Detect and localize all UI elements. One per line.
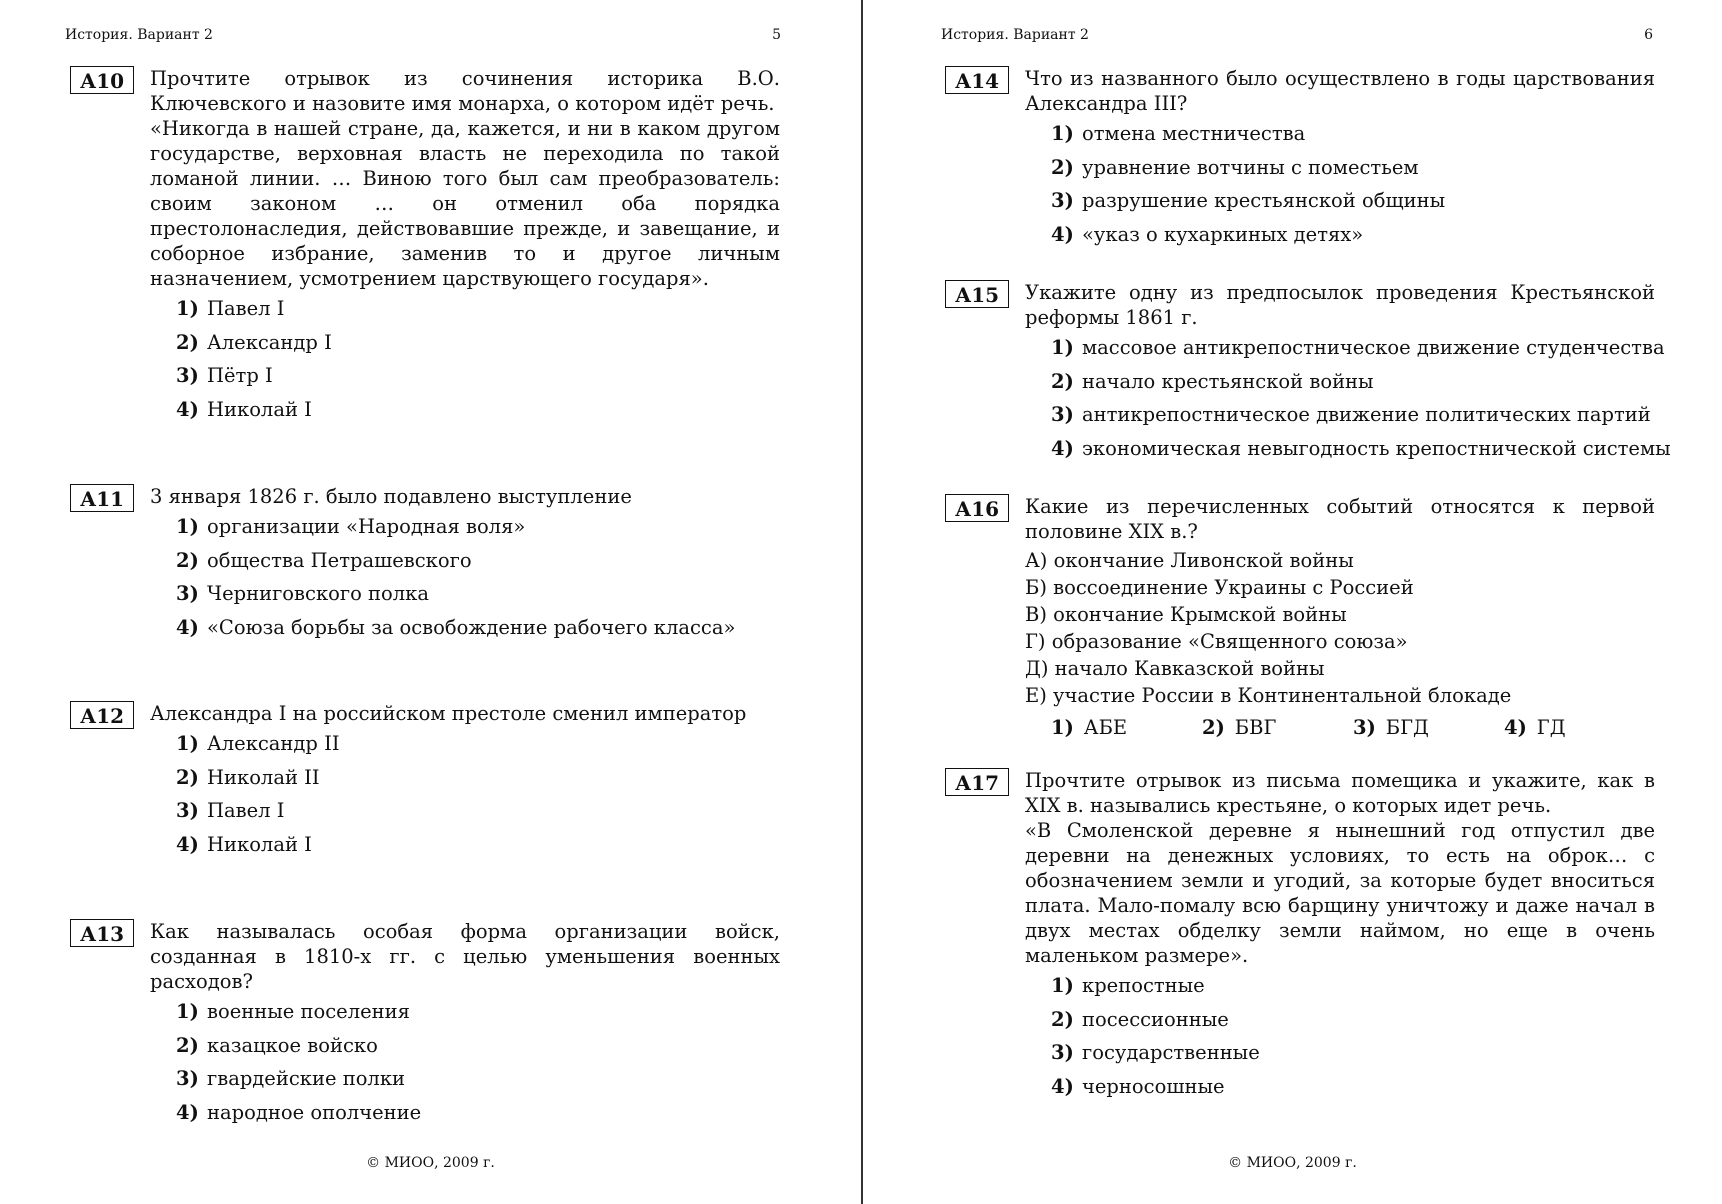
answer-option[interactable]: 3) гвардейские полки (176, 1067, 405, 1090)
answer-option[interactable]: 2) БВГ (1202, 716, 1277, 739)
answer-option[interactable]: 4) Николай I (176, 397, 312, 421)
answer-option[interactable]: 2) общества Петрашевского (176, 548, 472, 572)
header-title: История. Вариант 2 (941, 27, 1089, 43)
answer-option[interactable]: 1) АБЕ (1051, 716, 1128, 739)
answer-option[interactable]: 3) Черниговского полка (176, 582, 429, 605)
answer-options (1051, 715, 1655, 740)
question-tag: А10 (70, 66, 134, 94)
answer-option[interactable]: 3) антикрепостническое движение политических партий (1051, 403, 1651, 426)
answer-option[interactable]: 4) «указ о кухаркиных детях» (1051, 222, 1364, 246)
answer-option[interactable]: 1) военные поселения (176, 1000, 410, 1023)
answer-option[interactable]: 2) начало крестьянской войны (1051, 369, 1374, 393)
answer-option[interactable]: 4) черносошные (1051, 1074, 1225, 1098)
event-item: В) окончание Крымской войны (1025, 603, 1347, 626)
question-tag: А12 (70, 701, 134, 729)
answer-options (150, 999, 780, 1133)
answer-option[interactable]: 1) организации «Народная воля» (176, 515, 526, 538)
answer-option[interactable]: 2) казацкое войско (176, 1033, 378, 1057)
event-item: Б) воссоединение Украины с Россией (1025, 576, 1414, 599)
page-footer: © МИОО, 2009 г. (1228, 1155, 1357, 1171)
answer-option[interactable]: 4) Николай I (176, 832, 312, 856)
question-tag: А15 (945, 280, 1009, 308)
event-item: Д) начало Кавказской войны (1025, 657, 1325, 680)
question-text: Как называлась особая форма организации войск, созданная в 1810-х гг. с целью уменьшения военных расходов? (150, 920, 780, 993)
answer-option[interactable]: 2) Александр I (176, 330, 332, 354)
right-page (863, 0, 1722, 1204)
question-quote: «В Смоленской деревне я нынешний год отпустил две деревни на денежных условиях, то есть на оброк… с обозначением земли и угодий, за которые будет вноситься плата. Мало-помалу всю барщину уничтожу и даже начал в двух местах обделку земли наймом, но еще в очень маленьком размере». (1025, 819, 1655, 967)
question-text: 3 января 1826 г. было подавлено выступление (150, 485, 632, 508)
question-text: Какие из перечисленных событий относятся к первой половине XIX в.? (1025, 495, 1655, 543)
question-text: Что из названного было осуществлено в годы царствования Александра III? (1025, 67, 1655, 115)
answer-option[interactable]: 4) ГД (1504, 716, 1566, 739)
answer-option[interactable]: 4) экономическая невыгодность крепостнической системы (1051, 436, 1671, 460)
answer-option[interactable]: 1) Павел I (176, 297, 285, 320)
question-text: Укажите одну из предпосылок проведения Крестьянской реформы 1861 г. (1025, 281, 1655, 329)
answer-options (150, 731, 780, 865)
question-text: Прочтите отрывок из письма помещика и укажите, как в XIX в. назывались крестьяне, о которых идет речь. (1025, 769, 1655, 817)
answer-options (1025, 121, 1655, 255)
event-item: Г) образование «Священного союза» (1025, 630, 1408, 653)
question-quote: «Никогда в нашей стране, да, кажется, и ни в каком другом государстве, верховная власть не переходила по такой ломаной линии. … Виною того был сам преобразователь: своим законом … он отменил оба порядка престолонаследия, действовавшие прежде, и завещание, и соборное избрание, заменив то и другое личным назначением, усмотрением царствующего государя». (150, 117, 780, 290)
answer-options (1025, 973, 1655, 1107)
answer-option[interactable]: 3) государственные (1051, 1041, 1260, 1064)
answer-option[interactable]: 1) крепостные (1051, 974, 1205, 997)
answer-option[interactable]: 3) БГД (1353, 716, 1429, 739)
question-text: Прочтите отрывок из сочинения историка В.О. Ключевского и назовите имя монарха, о котором идёт речь. (150, 67, 780, 115)
answer-option[interactable]: 1) отмена местничества (1051, 122, 1306, 145)
event-item: Е) участие России в Континентальной блокаде (1025, 684, 1512, 707)
page-footer: © МИОО, 2009 г. (366, 1155, 495, 1171)
answer-option[interactable]: 4) «Союза борьбы за освобождение рабочего класса» (176, 615, 736, 639)
answer-options (150, 514, 780, 648)
question-tag: А11 (70, 484, 134, 512)
question-tag: А13 (70, 919, 134, 947)
question-tag: А14 (945, 66, 1009, 94)
answer-option[interactable]: 3) разрушение крестьянской общины (1051, 189, 1446, 212)
answer-option[interactable]: 2) уравнение вотчины с поместьем (1051, 155, 1419, 179)
answer-option[interactable]: 3) Павел I (176, 799, 285, 822)
answer-option[interactable]: 2) Николай II (176, 765, 320, 789)
answer-option[interactable]: 1) Александр II (176, 732, 340, 755)
answer-option[interactable]: 2) посессионные (1051, 1007, 1229, 1031)
answer-option[interactable]: 1) массовое антикрепостническое движение студенчества (1051, 336, 1665, 359)
answer-options (1025, 335, 1671, 469)
answer-options (150, 296, 780, 430)
question-tag: А16 (945, 494, 1009, 522)
event-item: А) окончание Ливонской войны (1025, 549, 1354, 572)
event-list (1025, 548, 1655, 710)
question-tag: А17 (945, 768, 1009, 796)
answer-option[interactable]: 3) Пётр I (176, 364, 273, 387)
page-number: 6 (1644, 27, 1653, 43)
question-text: Александра I на российском престоле сменил император (150, 702, 747, 725)
page-number: 5 (772, 27, 781, 43)
answer-option[interactable]: 4) народное ополчение (176, 1100, 422, 1124)
header-title: История. Вариант 2 (65, 27, 213, 43)
